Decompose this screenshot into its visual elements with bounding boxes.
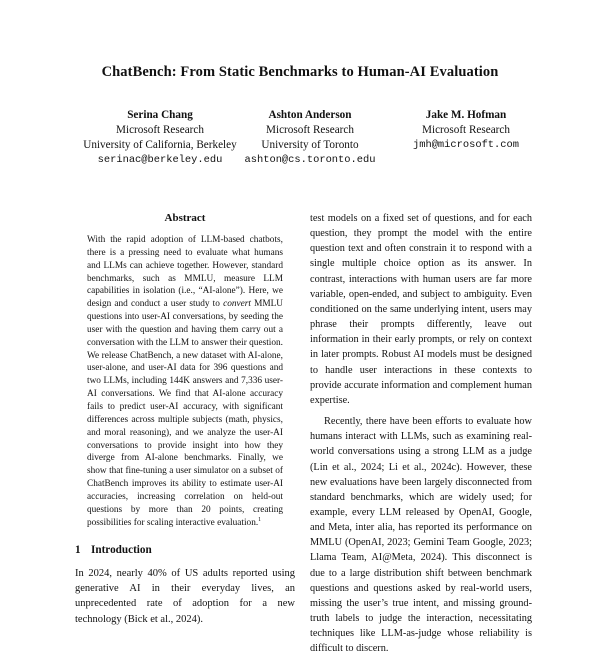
paragraph: test models on a fixed set of questions, and for each question, they prompt the model with the entire question text and often constrain it to respond with a single multiple choice option as its answer. In contrast, interactions with human users are far more variable, open-ended, and subject to ambiguity. Even conditioned on the same underlying intent, users may phrase their prompts differently, leave out information in their early prompts, or rely on context in later prompts. Robust AI models must be designed to handle user interactions in these contexts to provide accurate information and complement human expertise. [310,213,532,406]
right-column [310,211,532,655]
author-email: ashton@cs.toronto.edu [244,154,376,166]
author-email: serinac@berkeley.edu [97,154,223,166]
abstract-heading: Abstract [164,212,206,224]
author-affiliation: University of California, Berkeley [83,139,237,151]
section-heading [75,544,305,556]
author-name: Jake M. Hofman [425,109,507,121]
author-affiliation: University of Toronto [261,139,359,151]
abstract-text [87,234,283,529]
paper-title: ChatBench: From Static Benchmarks to Human-AI Evaluation [101,64,499,80]
footnote-mark: 1 [258,516,262,523]
author-name: Serina Chang [127,109,193,121]
abstract-text-part: With the rapid adoption of LLM-based chatbots, there is a pressing need to evaluate what humans and LLMs can achieve together. However, standard benchmarks, such as MMLU, measure LLM capabilities in isolation (i.e., “AI-alone”). Here, we design and conduct a user study to [87,235,283,310]
author-affiliation: Microsoft Research [116,124,204,136]
author-name: Ashton Anderson [268,109,352,121]
abstract-emphasis: convert [223,299,251,310]
author-affiliation: Microsoft Research [266,124,354,136]
author-email: jmh@microsoft.com [412,139,519,151]
abstract-text-part: MMLU questions into user-AI conversations, by seeding the user with the question and having them carry out a conversation with the LLM to answer their question. We release ChatBench, a new dataset with AI-alone, user-alone, and user-AI data for 396 questions and two LLMs, including 144K answers and 7,336 user-AI conversations. We find that AI-alone accuracy fails to predict user-AI accuracy, with significant differences across multiple subjects (math, physics, and moral reasoning), and we analyze the user-AI conversations to provide insight into how they diverge from AI-alone benchmarks. Finally, we show that fine-tuning a user simulator on a subset of ChatBench improves its ability to estimate user-AI accuracies, increasing correlation on held-out questions by more than 20 points, creating possibilities for scaling interactive evaluation. [87,299,284,528]
paragraph: In 2024, nearly 40% of US adults reported using generative AI in their everyday lives, an unprecedented rate of adoption for a new technology (Bick et al., 2024). [75,568,295,625]
section-title: Introduction [91,544,152,556]
author-affiliation: Microsoft Research [422,124,510,136]
introduction-text [75,566,295,625]
section-number: 1 [75,544,81,556]
author-block [366,108,566,153]
paragraph: Recently, there have been efforts to evaluate how humans interact with LLMs, such as examining real-world conversations using a strong LLM as a judge (Lin et al., 2024; Li et al., 2024c). However, these new evaluations have been largely disconnected from standard benchmarks, which are widely used; for example, every LLM released by OpenAI, Google, and Meta, inter alia, has reported its performance on MMLU (OpenAI, 2023; Gemini Team Google, 2023; Llama Team, AI@Meta, 2024). This disconnect is due to a large distribution shift between benchmark questions and questions asked by real-world users, missing the user’s true intent, and missing ground-truth labels to judge the interaction, necessitating techniques like LLM-as-judge whose reliability is difficult to discern. [310,416,532,655]
